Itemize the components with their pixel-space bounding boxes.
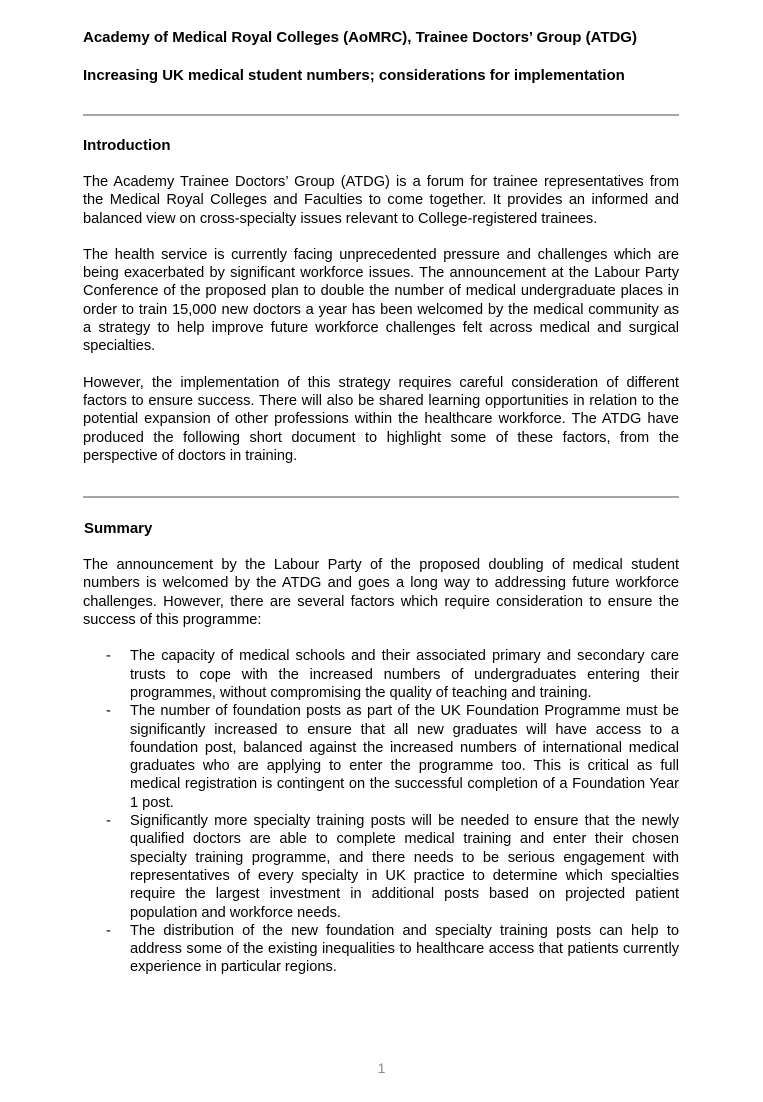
bullet-dash: - <box>106 813 111 830</box>
summary-bullet-item <box>83 647 679 702</box>
document-body <box>83 28 679 977</box>
bullet-dash: - <box>106 648 111 665</box>
bullet-text: The number of foundation posts as part of the UK Foundation Programme must be significantly increased to ensure that all new graduates will have access to a foundation post, balanced against the increased numbers of international medical graduates who are applying to enter the programme too. This is critical as full medical registration is contingent on the successful completion of a Foundation Year 1 post. <box>130 703 679 811</box>
summary-bullet-list <box>83 647 679 976</box>
introduction-paragraph: The health service is currently facing unprecedented pressure and challenges which are being exacerbated by significant workforce issues. The announcement at the Labour Party Conference of the proposed plan to double the number of medical undergraduate places in order to train 15,000 new doctors a year has been welcomed by the medical community as a strategy to help improve future workforce challenges felt across medical and surgical specialties. <box>83 246 679 355</box>
introduction-paragraph: The Academy Trainee Doctors’ Group (ATDG) is a forum for trainee representatives from the Medical Royal Colleges and Faculties to come together. It provides an informed and balanced view on cross-specialty issues relevant to College-registered trainees. <box>83 174 679 227</box>
bullet-dash: - <box>106 922 111 939</box>
summary-intro-paragraph: The announcement by the Labour Party of the proposed doubling of medical student numbers is welcomed by the ATDG and goes a long way to addressing future workforce challenges. However, there are several factors which require consideration to ensure the success of this programme: <box>83 557 679 629</box>
page-number: 1 <box>377 1060 386 1076</box>
section-divider <box>83 496 679 498</box>
introduction-heading: Introduction <box>83 137 171 154</box>
bullet-text: The capacity of medical schools and their associated primary and secondary care trusts to cope with the increased numbers of undergraduates entering their programmes, without compromising the quality of teaching and training. <box>130 648 679 701</box>
section-divider <box>83 114 679 116</box>
introduction-paragraph: However, the implementation of this strategy requires careful consideration of different factors to ensure success. There will also be shared learning opportunities in relation to the potential expansion of other professions within the healthcare workforce. The ATDG have produced the following short document to highlight some of these factors, from the perspective of doctors in training. <box>83 374 679 464</box>
summary-heading: Summary <box>84 520 153 538</box>
summary-bullet-item <box>83 812 679 922</box>
bullet-text: Significantly more specialty training posts will be needed to ensure that the newly qualified doctors are able to complete medical training and enter their chosen specialty training programme, and there needs to be serious engagement with representatives of every specialty in UK practice to determine which specialties require the largest investment in additional posts based on projected patient population and workforce needs. <box>130 813 679 921</box>
document-title: Increasing UK medical student numbers; considerations for implementation <box>83 67 625 84</box>
bullet-text: The distribution of the new foundation and specialty training posts can help to address some of the existing inequalities to healthcare access that patients currently experience in particular regions. <box>130 922 679 976</box>
summary-bullet-item <box>83 702 679 812</box>
summary-bullet-item <box>83 922 679 977</box>
document-header-organisation: Academy of Medical Royal Colleges (AoMRC), Trainee Doctors’ Group (ATDG) <box>83 29 637 46</box>
bullet-dash: - <box>106 703 111 720</box>
